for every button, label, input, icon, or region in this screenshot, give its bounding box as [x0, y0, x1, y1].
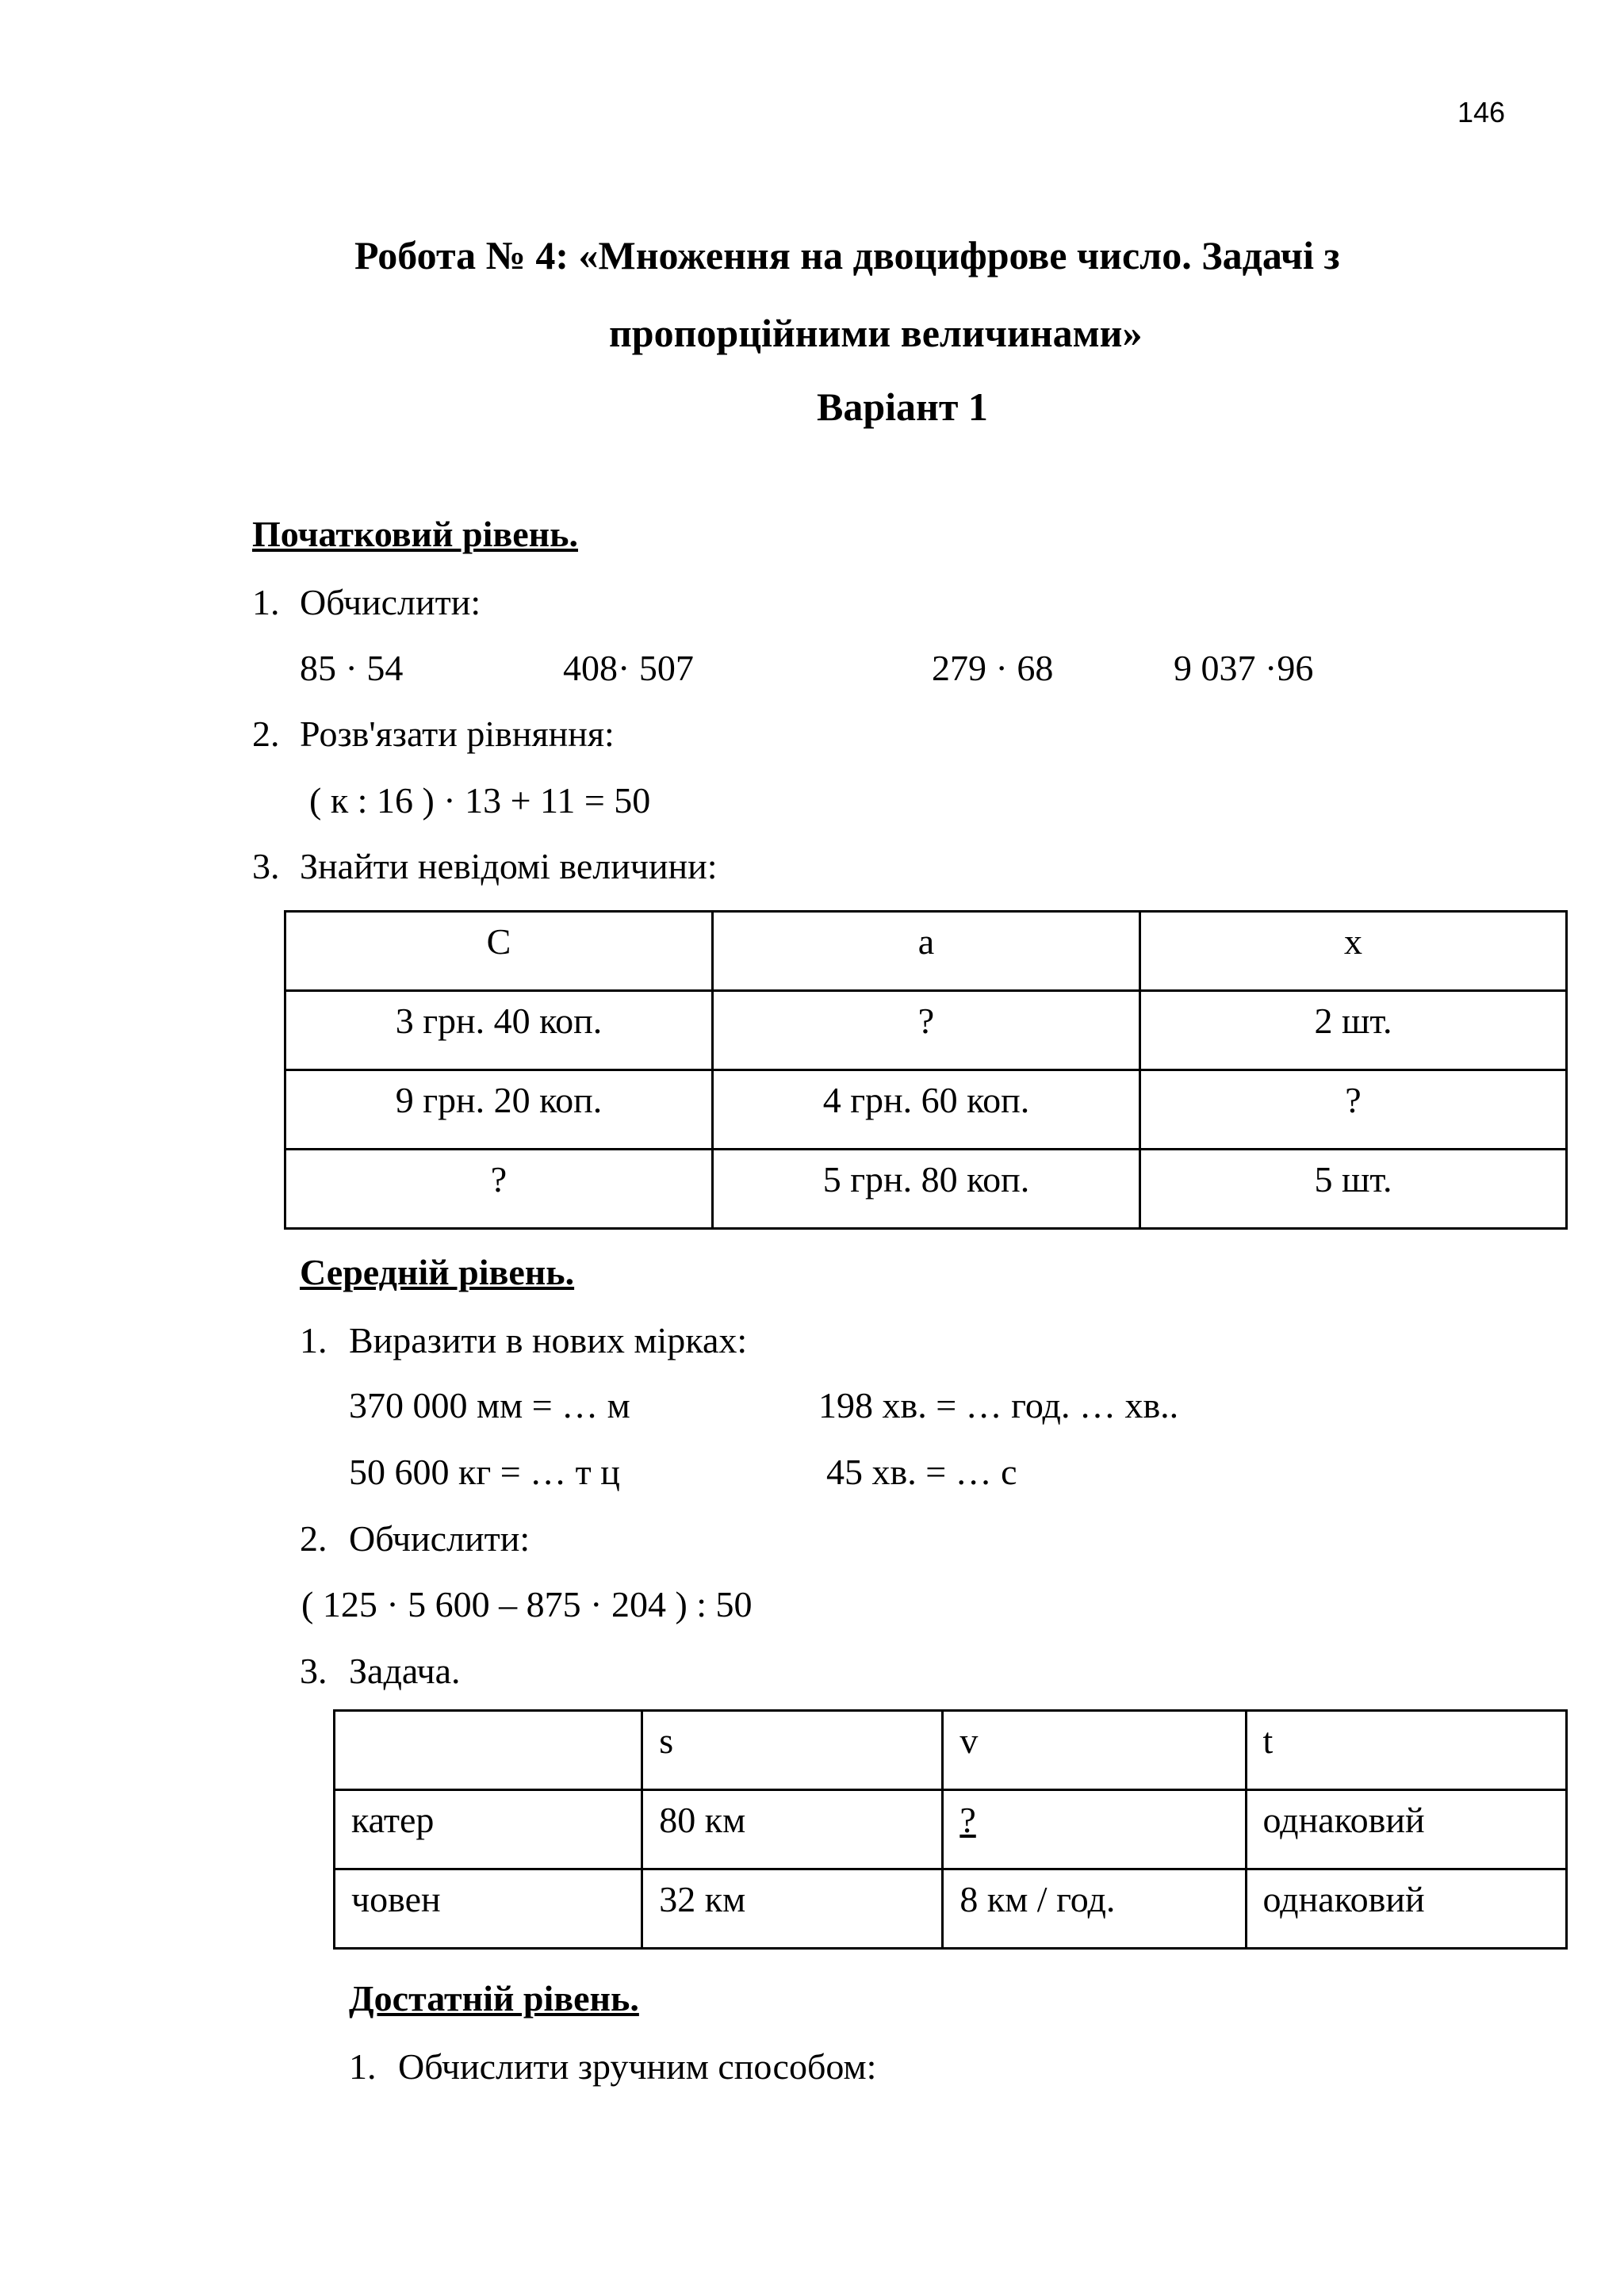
task-text: Виразити в нових мірках: — [349, 1320, 748, 1360]
variant-label: Варіант 1 — [817, 385, 988, 429]
task-text: Обчислити: — [300, 582, 481, 622]
heading-initial-level: Початковий рівень. — [252, 514, 578, 554]
expression: 85 · 54 — [300, 648, 404, 688]
table-row — [335, 1790, 1567, 1869]
table-cell: ? — [285, 1150, 713, 1229]
table-header-cell: С — [285, 912, 713, 991]
table-row — [285, 1070, 1567, 1150]
table-cell: однаковий — [1246, 1869, 1567, 1949]
table-cell: 3 грн. 40 коп. — [285, 991, 713, 1070]
task-number: 1. — [300, 1320, 327, 1360]
table-header-cell — [335, 1711, 642, 1790]
table-cell: 9 грн. 20 коп. — [285, 1070, 713, 1150]
expression: 9 037 ·96 — [1174, 648, 1314, 688]
task-number: 1. — [349, 2046, 377, 2087]
conversion: 198 хв. = … год. … хв.. — [818, 1385, 1179, 1425]
table-cell: 4 грн. 60 коп. — [713, 1070, 1140, 1150]
table-cell: 32 км — [642, 1869, 943, 1949]
conversion: 370 000 мм = … м — [349, 1385, 630, 1425]
table-cell: 5 шт. — [1140, 1150, 1567, 1229]
task-text: Обчислити: — [349, 1518, 530, 1559]
unknown-mark: ? — [959, 1800, 976, 1840]
expression: 408· 507 — [563, 648, 694, 688]
table-header-cell: х — [1140, 912, 1567, 991]
heading-sufficient-level: Достатній рівень. — [349, 1978, 639, 2019]
table-cell: однаковий — [1246, 1790, 1567, 1869]
table-cell — [943, 1790, 1246, 1869]
table-header-cell: а — [713, 912, 1140, 991]
task-text: Розв'язати рівняння: — [300, 714, 615, 754]
expression: 279 · 68 — [932, 648, 1054, 688]
table-header-cell: s — [642, 1711, 943, 1790]
table-cell: катер — [335, 1790, 642, 1869]
table-row — [285, 1150, 1567, 1229]
table-header-row — [335, 1711, 1567, 1790]
task-number: 2. — [252, 714, 280, 754]
table-row — [285, 991, 1567, 1070]
conversion: 50 600 кг = … т ц — [349, 1452, 620, 1492]
conversion: 45 хв. = … с — [826, 1452, 1017, 1492]
table-header-cell: v — [943, 1711, 1246, 1790]
table-cell: човен — [335, 1869, 642, 1949]
task-text: Задача. — [349, 1651, 461, 1691]
heading-middle-level: Середній рівень. — [300, 1252, 575, 1292]
equation: ( к : 16 ) · 13 + 11 = 50 — [309, 780, 651, 821]
task-text: Обчислити зручним способом: — [398, 2046, 877, 2087]
table-header-cell: t — [1246, 1711, 1567, 1790]
task-number: 3. — [252, 846, 280, 886]
task-number: 3. — [300, 1651, 327, 1691]
table-cell: 2 шт. — [1140, 991, 1567, 1070]
table-row — [335, 1869, 1567, 1949]
table-cell: ? — [713, 991, 1140, 1070]
table-cell: 80 км — [642, 1790, 943, 1869]
title-line1-text: Робота № 4: «Множення на двоцифрове число. Задачі з — [354, 233, 1340, 277]
expression: ( 125 · 5 600 – 875 · 204 ) : 50 — [301, 1584, 753, 1624]
table-cell: ? — [1140, 1070, 1567, 1150]
page-title-line2: пропорційними величинами» — [609, 311, 1143, 355]
table-cell: 8 км / год. — [943, 1869, 1246, 1949]
page-number: 146 — [1457, 96, 1506, 128]
task-text: Знайти невідомі величини: — [300, 846, 718, 886]
task-number: 2. — [300, 1518, 327, 1559]
price-table — [284, 910, 1568, 1230]
motion-table — [333, 1709, 1568, 1950]
task-number: 1. — [252, 582, 280, 622]
table-header-row — [285, 912, 1567, 991]
table-cell: 5 грн. 80 коп. — [713, 1150, 1140, 1229]
